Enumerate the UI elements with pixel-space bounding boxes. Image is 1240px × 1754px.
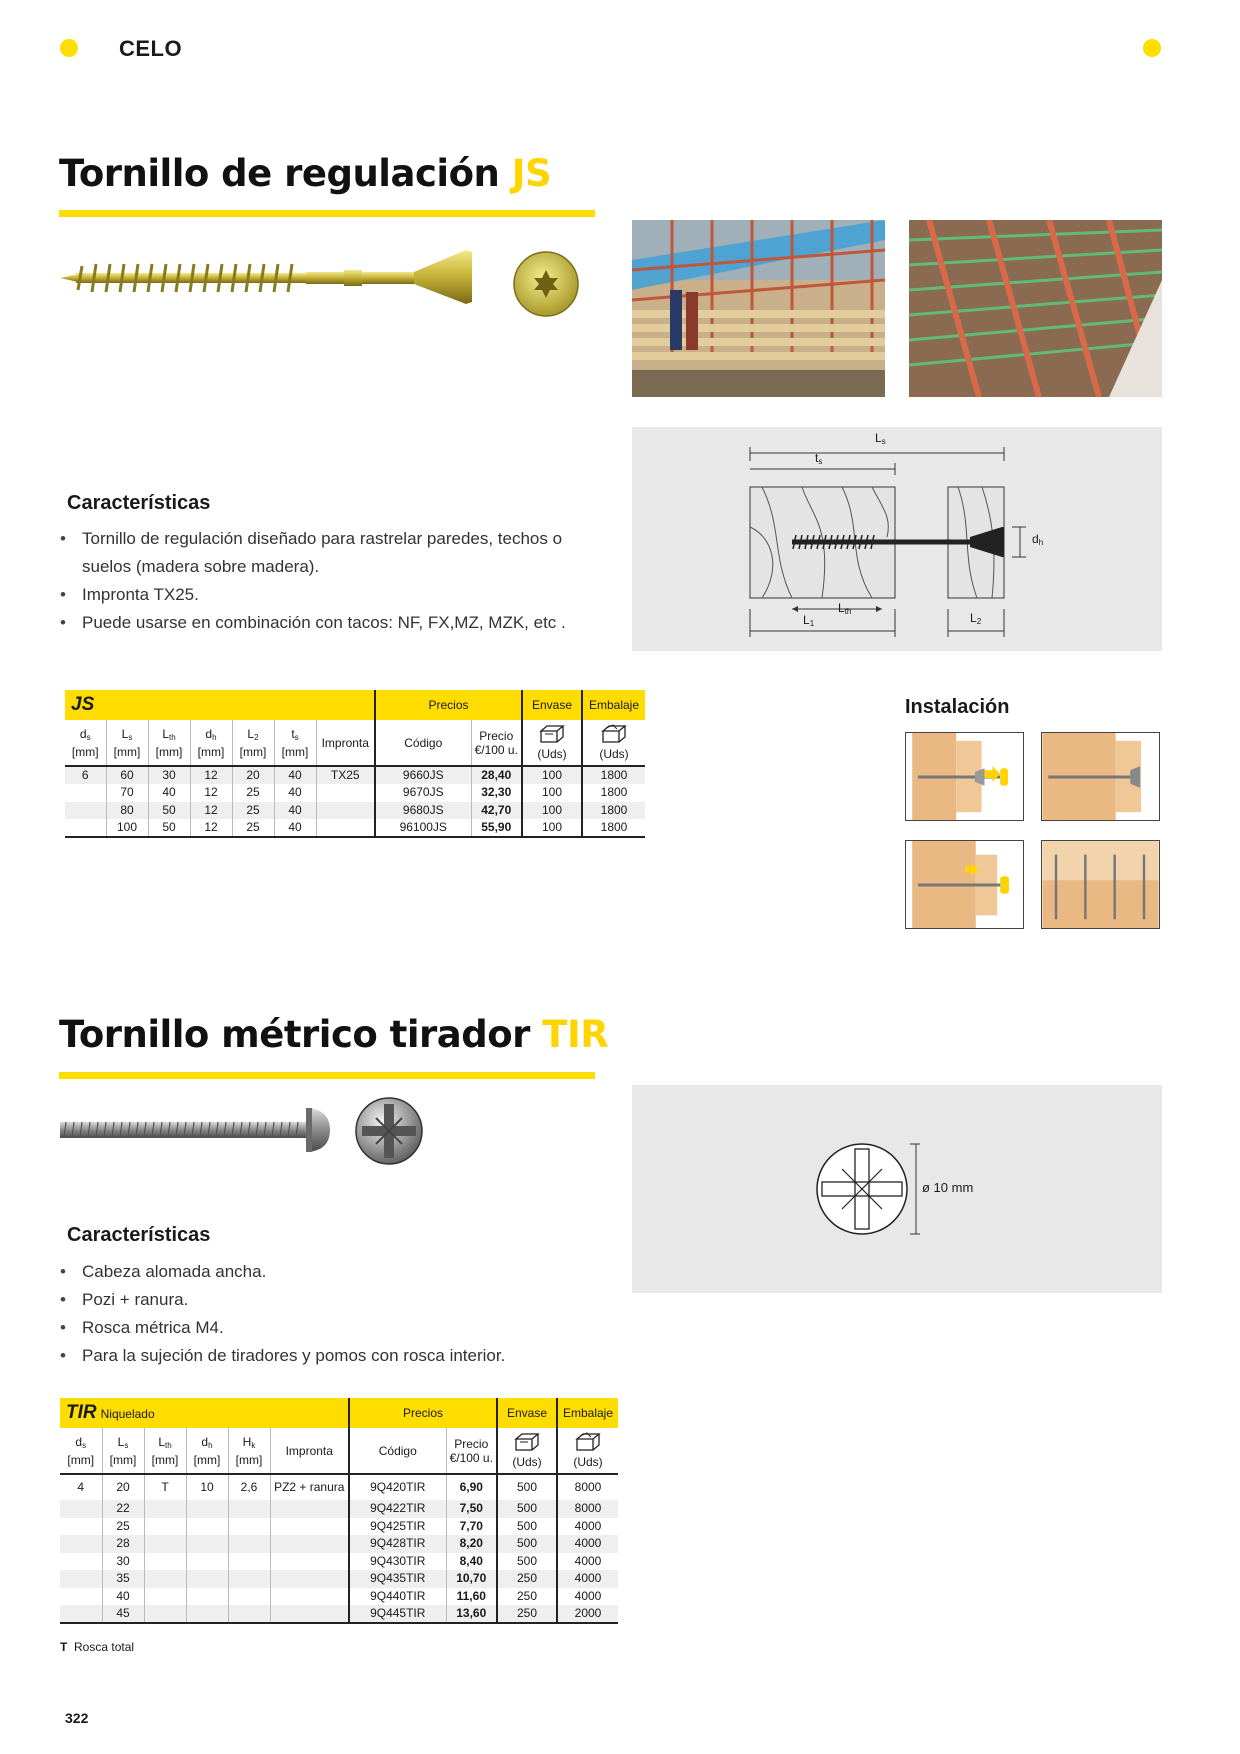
diagram-label-l1: $L_1$ bbox=[803, 613, 815, 628]
list-item: • Rosca métrica M4. bbox=[60, 1314, 620, 1342]
carton-icon bbox=[575, 1432, 601, 1452]
column-header: $L_{th}$ [mm] bbox=[148, 720, 190, 766]
table-row: 25 9Q425TIR 7,70 500 4000 bbox=[60, 1518, 618, 1536]
js-title bbox=[59, 152, 551, 195]
list-item: • Impronta TX25. bbox=[60, 581, 600, 609]
column-header: $L_s$ [mm] bbox=[106, 720, 148, 766]
table-row: 22 9Q422TIR 7,50 500 8000 bbox=[60, 1500, 618, 1518]
list-item: • Cabeza alomada ancha. bbox=[60, 1258, 620, 1286]
js-spec-table bbox=[65, 690, 645, 838]
column-header: (Uds) bbox=[522, 720, 582, 766]
tir-footnote bbox=[60, 1640, 134, 1654]
footnote-key: T bbox=[60, 1640, 68, 1654]
column-header: Impronta bbox=[270, 1428, 349, 1474]
table-row: 6 60 30 12 20 40 TX25 9660JS 28,40 100 1800 bbox=[65, 766, 645, 784]
tir-title-code: TIR bbox=[542, 1013, 609, 1056]
js-title-main: Tornillo de regulación bbox=[59, 152, 512, 195]
column-header: $L_{th}$ [mm] bbox=[144, 1428, 186, 1474]
diagram-label-ls: $L_s$ bbox=[875, 431, 886, 446]
tir-title-main: Tornillo métrico tirador bbox=[59, 1013, 543, 1056]
application-photo-ceiling bbox=[909, 220, 1162, 397]
tir-characteristics-list bbox=[60, 1258, 620, 1370]
column-header: $d_s$ [mm] bbox=[65, 720, 106, 766]
column-header: $H_k$ [mm] bbox=[228, 1428, 270, 1474]
tir-title bbox=[59, 1013, 608, 1056]
js-characteristics-list bbox=[60, 525, 600, 637]
application-photo-wall bbox=[632, 220, 885, 397]
tir-head-diameter-label: ø 10 mm bbox=[922, 1180, 974, 1195]
table-row: 100 50 12 25 40 96100JS 55,90 100 1800 bbox=[65, 819, 645, 837]
carton-icon bbox=[601, 724, 627, 744]
installation-step-1 bbox=[905, 732, 1024, 821]
box-icon bbox=[514, 1432, 540, 1452]
table-row: 40 9Q440TIR 11,60 250 4000 bbox=[60, 1588, 618, 1606]
diagram-label-dh: $d_h$ bbox=[1032, 532, 1044, 547]
table-row: 4 20 T 10 2,6 PZ2 + ranura 9Q420TIR 6,90 500 8000 bbox=[60, 1474, 618, 1500]
brand-name: CELO bbox=[119, 36, 183, 61]
tir-table-finish: Niquelado bbox=[100, 1407, 155, 1421]
list-item: • Tornillo de regulación diseñado para rastrelar paredes, techos o suelos (madera sobre madera). bbox=[60, 525, 600, 581]
js-table-name: JS bbox=[65, 690, 375, 720]
table-row: 28 9Q428TIR 8,20 500 4000 bbox=[60, 1535, 618, 1553]
column-header: (Uds) bbox=[497, 1428, 557, 1474]
column-header: Precio €/100 u. bbox=[471, 720, 522, 766]
installation-step-4 bbox=[1041, 840, 1160, 929]
js-dimension-diagram bbox=[632, 427, 1162, 651]
tir-characteristics-title: Características bbox=[67, 1224, 211, 1246]
tir-table-precios: Precios bbox=[349, 1398, 497, 1428]
table-row: 80 50 12 25 40 9680JS 42,70 100 1800 bbox=[65, 802, 645, 820]
tir-title-bar bbox=[59, 1072, 595, 1079]
tir-table-envase: Envase bbox=[497, 1398, 557, 1428]
header-dot-left bbox=[60, 39, 78, 57]
tir-table-name: TIR Niquelado bbox=[60, 1398, 349, 1428]
column-header: Código bbox=[375, 720, 471, 766]
column-header: (Uds) bbox=[582, 720, 645, 766]
table-row: 45 9Q445TIR 13,60 250 2000 bbox=[60, 1605, 618, 1623]
column-header: Código bbox=[349, 1428, 446, 1474]
diagram-label-l2: $L_2$ bbox=[970, 611, 982, 626]
column-header: Precio €/100 u. bbox=[446, 1428, 497, 1474]
js-table-envase: Envase bbox=[522, 690, 582, 720]
pozi-slot-head-icon bbox=[354, 1096, 424, 1166]
js-title-bar bbox=[59, 210, 595, 217]
table-row: 30 9Q430TIR 8,40 500 4000 bbox=[60, 1553, 618, 1571]
installation-step-3 bbox=[905, 840, 1024, 929]
js-characteristics-title: Características bbox=[67, 492, 211, 514]
list-item: • Para la sujeción de tiradores y pomos con rosca interior. bbox=[60, 1342, 620, 1370]
column-header: Impronta bbox=[316, 720, 375, 766]
js-title-code: JS bbox=[511, 152, 552, 195]
torx-head-icon bbox=[512, 250, 580, 318]
column-header: $d_s$ [mm] bbox=[60, 1428, 102, 1474]
footnote-text: Rosca total bbox=[74, 1640, 135, 1654]
installation-step-2 bbox=[1041, 732, 1160, 821]
page-number: 322 bbox=[65, 1710, 89, 1726]
js-table-embalaje: Embalaje bbox=[582, 690, 645, 720]
column-header: $d_h$ [mm] bbox=[190, 720, 232, 766]
installation-title: Instalación bbox=[905, 696, 1010, 718]
header-dot-right bbox=[1143, 39, 1161, 57]
table-row: 35 9Q435TIR 10,70 250 4000 bbox=[60, 1570, 618, 1588]
column-header: (Uds) bbox=[557, 1428, 618, 1474]
js-screw-image bbox=[58, 246, 478, 306]
tir-screw-image bbox=[58, 1100, 333, 1160]
diagram-label-ts: $t_s$ bbox=[815, 451, 823, 466]
list-item: • Pozi + ranura. bbox=[60, 1286, 620, 1314]
column-header: $d_h$ [mm] bbox=[186, 1428, 228, 1474]
box-icon bbox=[539, 724, 565, 744]
table-row: 70 40 12 25 40 9670JS 32,30 100 1800 bbox=[65, 784, 645, 802]
list-item: • Puede usarse en combinación con tacos: NF, FX,MZ, MZK, etc . bbox=[60, 609, 600, 637]
js-table-precios: Precios bbox=[375, 690, 522, 720]
tir-head-diagram bbox=[632, 1085, 1162, 1293]
column-header: $t_s$ [mm] bbox=[274, 720, 316, 766]
diagram-label-lth: $L_{th}$ bbox=[838, 601, 852, 616]
tir-spec-table bbox=[60, 1398, 618, 1624]
column-header: $L_s$ [mm] bbox=[102, 1428, 144, 1474]
tir-table-embalaje: Embalaje bbox=[557, 1398, 618, 1428]
column-header: $L_2$ [mm] bbox=[232, 720, 274, 766]
